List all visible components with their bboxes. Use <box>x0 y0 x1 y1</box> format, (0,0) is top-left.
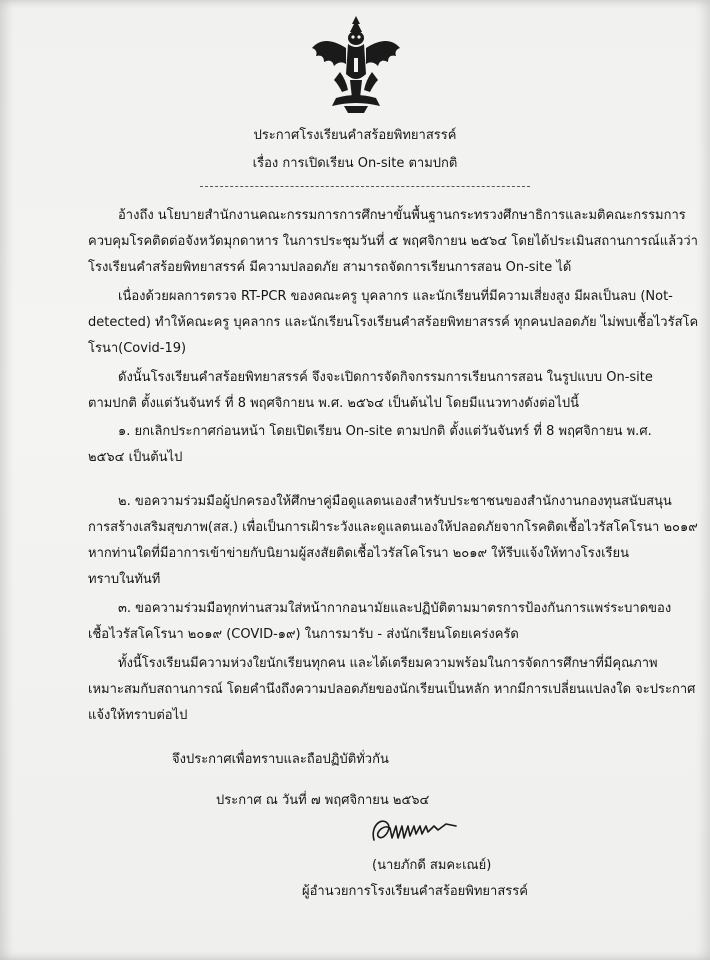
body-line: ดังนั้นโรงเรียนคำสร้อยพิทยาสรรค์ จึงจะเปิดการจัดกิจกรรมการเรียนการสอน ในรูปแบบ On-site <box>118 370 653 385</box>
body-line: ตามปกติ ตั้งแต่วันจันทร์ ที่ 8 พฤศจิกายน พ.ศ. ๒๕๖๔ เป็นต้นไป โดยมีแนวทางดังต่อไปนี้ <box>88 396 580 411</box>
body-line: detected) ทำให้คณะครู บุคลากร และนักเรียนโรงเรียนคำสร้อยพิทยาสรรค์ ทุกคนปลอดภัย ไม่พบเชื้อไวรัสโค <box>88 315 699 330</box>
announcement-subject: เรื่อง การเปิดเรียน On-site ตามปกติ <box>252 156 458 171</box>
body-line: หากท่านใดที่มีอาการเข้าข่ายกับนิยามผู้สงสัยติดเชื้อไวรัสโคโรนา ๒๐๑๙ ให้รีบแจ้งให้ทางโรงเรียน <box>88 546 630 561</box>
body-line: ๑. ยกเลิกประกาศก่อนหน้า โดยเปิดเรียน On-site ตามปกติ ตั้งแต่วันจันทร์ ที่ 8 พฤศจิกายน พ.ศ. <box>118 424 652 439</box>
signature-icon <box>368 812 460 848</box>
signatory-position: ผู้อำนวยการโรงเรียนคำสร้อยพิทยาสรรค์ <box>302 884 528 899</box>
body-line: การสร้างเสริมสุขภาพ(สส.) เพื่อเป็นการเฝ้าระวังและดูแลตนเองให้ปลอดภัยจากโรคติดเชื้อไวรัสโคโรนา ๒๐๑๙ <box>88 520 698 535</box>
closing-statement: จึงประกาศเพื่อทราบและถือปฏิบัติทั่วกัน <box>172 752 389 767</box>
body-line: ๓. ขอความร่วมมือทุกท่านสวมใส่หน้ากากอนามัยและปฏิบัติตามมาตรการป้องกันการแพร่ระบาดของ <box>118 601 672 616</box>
body-line: เหมาะสมกับสถานการณ์ โดยคำนึงถึงความปลอดภัยของนักเรียนเป็นหลัก หากมีการเปลี่ยนแปลงใด จะประกาศ <box>88 682 696 697</box>
garuda-emblem-icon <box>310 14 402 114</box>
body-line: ทั้งนี้โรงเรียนมีความห่วงใยนักเรียนทุกคน และได้เตรียมความพร้อมในการจัดการศึกษาที่มีคุณภาพ <box>118 656 658 671</box>
body-line: ทราบในทันที <box>88 572 161 587</box>
announcement-date: ประกาศ ณ วันที่ ๗ พฤศจิกายน ๒๕๖๔ <box>216 793 430 808</box>
body-line: โรงเรียนคำสร้อยพิทยาสรรค์ มีความปลอดภัย สามารถจัดการเรียนการสอน On-site ได้ <box>88 260 572 275</box>
body-line: ๒. ขอความร่วมมือผู้ปกครองให้ศึกษาคู่มือดูแลตนเองสำหรับประชาชนของสำนักงานกองทุนสนับสนุน <box>118 494 672 509</box>
school-announcement-heading: ประกาศโรงเรียนคำสร้อยพิทยาสรรค์ <box>253 128 457 143</box>
body-line: เชื้อไวรัสโคโรนา ๒๐๑๙ (COVID-๑๙) ในการมารับ - ส่งนักเรียนโดยเคร่งครัด <box>88 627 519 642</box>
body-line: ควบคุมโรคติดต่อจังหวัดมุกดาหาร ในการประชุมวันที่ ๕ พฤศจิกายน ๒๕๖๔ โดยได้ประเมินสถานการณ์แล้วว่า <box>88 234 698 249</box>
body-line: แจ้งให้ทราบต่อไป <box>88 708 188 723</box>
body-line: โรนา(Covid-19) <box>88 341 187 356</box>
body-line: อ้างถึง นโยบายสำนักงานคณะกรรมการการศึกษาขั้นพื้นฐานกระทรวงศึกษาธิการและมติคณะกรรมการ <box>118 208 686 223</box>
body-line: เนื่องด้วยผลการตรวจ RT-PCR ของคณะครู บุคลากร และนักเรียนที่มีความเสี่ยงสูง มีผลเป็นลบ (Not- <box>118 289 673 304</box>
body-line: ๒๕๖๔ เป็นต้นไป <box>88 450 183 465</box>
signatory-name: (นายภักดี สมคะเณย์) <box>372 858 492 873</box>
separator-line <box>200 186 530 187</box>
